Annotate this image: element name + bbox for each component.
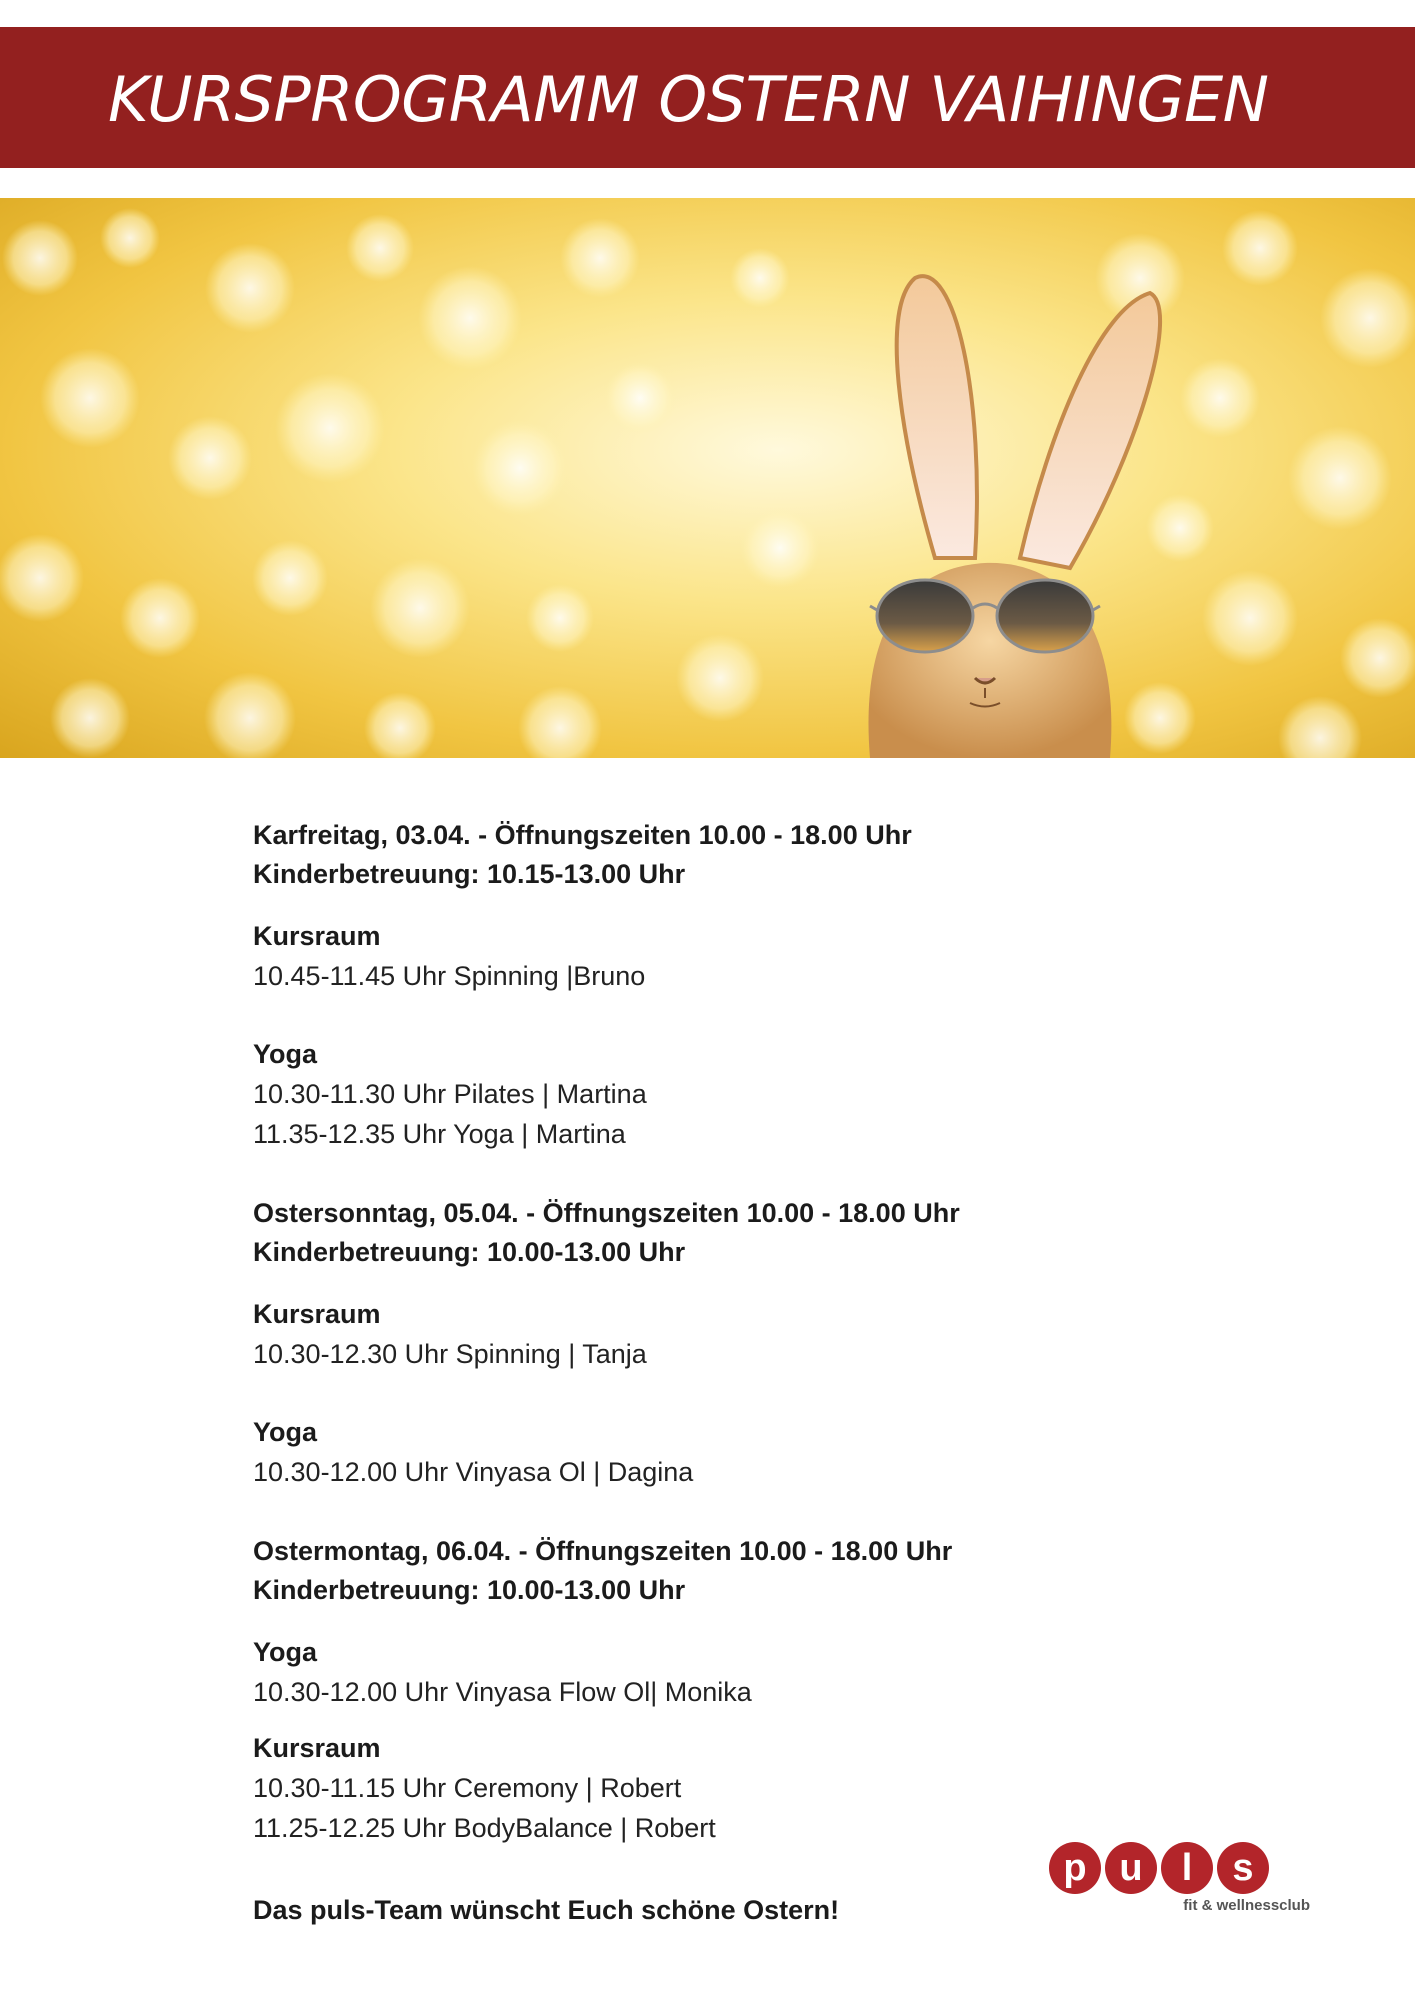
logo-letter: s [1232,1847,1254,1889]
class-entry: 10.45-11.45 Uhr Spinning |Bruno [253,961,646,991]
day-karfreitag [253,816,1253,1154]
class-entry: 10.30-11.30 Uhr Pilates | Martina [253,1079,647,1109]
header-banner [0,27,1415,168]
logo-tagline: fit & wellnessclub [1183,1897,1310,1914]
class-entry: 10.30-11.15 Uhr Ceremony | Robert [253,1773,682,1803]
class-entry: 10.30-12.00 Uhr Vinyasa Flow Ol| Monika [253,1677,752,1707]
childcare-hours: Kinderbetreuung: 10.00-13.00 Uhr [253,1575,686,1605]
room-heading: Kursraum [253,1733,381,1763]
day-heading: Karfreitag, 03.04. - Öffnungszeiten 10.00 - 18.00 Uhr [253,820,912,850]
class-entry: 11.25-12.25 Uhr BodyBalance | Robert [253,1813,716,1843]
page-title: KURSPROGRAMM OSTERN VAIHINGEN [108,63,1269,136]
day-heading: Ostermontag, 06.04. - Öffnungszeiten 10.00 - 18.00 Uhr [253,1536,953,1566]
schedule [253,816,1253,1848]
bokeh-lights [0,208,1415,758]
day-ostermontag [253,1532,1253,1848]
childcare-hours: Kinderbetreuung: 10.00-13.00 Uhr [253,1237,686,1267]
closing-message: Das puls-Team wünscht Euch schöne Ostern! [253,1895,840,1925]
logo-letter: p [1063,1847,1087,1889]
logo-letter: u [1119,1847,1143,1889]
childcare-hours: Kinderbetreuung: 10.15-13.00 Uhr [253,859,686,889]
logo-letter: l [1181,1847,1193,1889]
room-heading: Yoga [253,1039,318,1069]
room-heading: Yoga [253,1417,318,1447]
bunny [868,276,1160,758]
bokeh-bunny-illustration [0,198,1415,758]
room-heading: Kursraum [253,1299,381,1329]
hero-image [0,198,1415,758]
room-heading: Yoga [253,1637,318,1667]
class-entry: 11.35-12.35 Uhr Yoga | Martina [253,1119,626,1149]
puls-logo [1045,1838,1315,1918]
class-entry: 10.30-12.00 Uhr Vinyasa Ol | Dagina [253,1457,694,1487]
day-ostersonntag [253,1194,1253,1492]
room-heading: Kursraum [253,921,381,951]
day-heading: Ostersonntag, 05.04. - Öffnungszeiten 10.00 - 18.00 Uhr [253,1198,960,1228]
class-entry: 10.30-12.30 Uhr Spinning | Tanja [253,1339,647,1369]
